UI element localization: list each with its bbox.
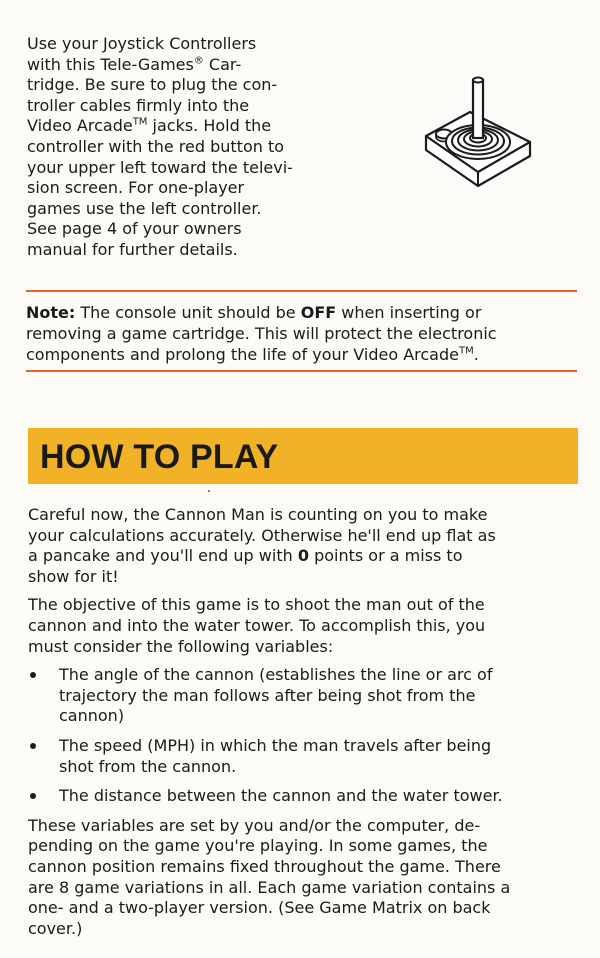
section-heading: HOW TO PLAY — [40, 438, 279, 476]
bullet-icon — [30, 672, 36, 678]
zero-points: 0 — [297, 546, 309, 566]
bullet-icon — [30, 743, 36, 749]
body-line: cannon position remains fixed throughout the game. There — [28, 856, 501, 876]
list-item — [28, 786, 580, 807]
paragraph — [28, 816, 580, 940]
list-item — [28, 736, 580, 777]
body-line: These variables are set by you and/or the computer, de- — [28, 815, 481, 835]
body-line: points or a miss to — [314, 546, 463, 566]
body-line: cannon and into the water tower. To accomplish this, you — [28, 615, 486, 635]
note-off: OFF — [300, 303, 337, 322]
note-text: components and prolong the life of your Video Arcade™. — [26, 345, 479, 364]
note-label: Note: — [26, 303, 76, 322]
how-to-play-body — [28, 505, 580, 947]
variables-list — [28, 665, 580, 807]
intro-line: games use the left controller. — [27, 198, 262, 218]
body-line: a pancake and you'll end up with — [28, 546, 293, 566]
intro-line: your upper left toward the televi- — [27, 157, 293, 177]
intro-line: sion screen. For one-player — [27, 178, 245, 198]
list-item — [28, 665, 580, 727]
list-text: shot from the cannon. — [59, 756, 237, 776]
intro-line: Use your Joystick Controllers — [27, 34, 257, 53]
section-banner — [28, 428, 578, 484]
body-line: Careful now, the Cannon Man is counting on you to make — [28, 505, 488, 524]
list-text: The angle of the cannon (establishes the line or arc of — [59, 665, 493, 685]
paragraph — [28, 505, 580, 587]
list-text: The distance between the cannon and the water tower. — [59, 786, 503, 806]
body-line: are 8 game variations in all. Each game variation contains a — [28, 877, 511, 897]
bullet-icon — [30, 793, 36, 799]
speck — [208, 490, 210, 492]
intro-line: Video Arcade™ jacks. Hold the — [27, 116, 272, 136]
intro-line: manual for further details. — [27, 239, 238, 259]
body-line: your calculations accurately. Otherwise he'll end up flat as — [28, 525, 496, 545]
top-rule — [26, 290, 577, 292]
body-line: one- and a two-player version. (See Game Matrix on back — [28, 898, 491, 918]
list-text: trajectory the man follows after being shot from the — [59, 685, 476, 705]
note-text: removing a game cartridge. This will protect the electronic — [26, 324, 497, 343]
paragraph — [28, 595, 580, 657]
intro-line: troller cables firmly into the — [27, 95, 250, 115]
intro-line: with this Tele-Games® Car- — [27, 54, 242, 74]
body-line: must consider the following variables: — [28, 636, 334, 656]
list-text: cannon) — [59, 706, 125, 726]
body-line: cover.) — [28, 918, 83, 938]
body-line: The objective of this game is to shoot the man out of the — [28, 595, 485, 615]
bottom-rule — [26, 370, 577, 372]
body-line: show for it! — [28, 566, 119, 586]
joystick-icon — [420, 74, 536, 200]
list-text: The speed (MPH) in which the man travels after being — [59, 735, 492, 755]
intro-line: tridge. Be sure to plug the con- — [27, 75, 278, 95]
intro-line: controller with the red button to — [27, 136, 285, 156]
note-block — [26, 302, 582, 365]
note-text: The console unit should be — [80, 303, 296, 322]
intro-line: See page 4 of your owners — [27, 219, 242, 239]
note-text: when inserting or — [341, 303, 482, 322]
intro-paragraph — [27, 34, 327, 261]
body-line: pending on the game you're playing. In some games, the — [28, 836, 488, 856]
